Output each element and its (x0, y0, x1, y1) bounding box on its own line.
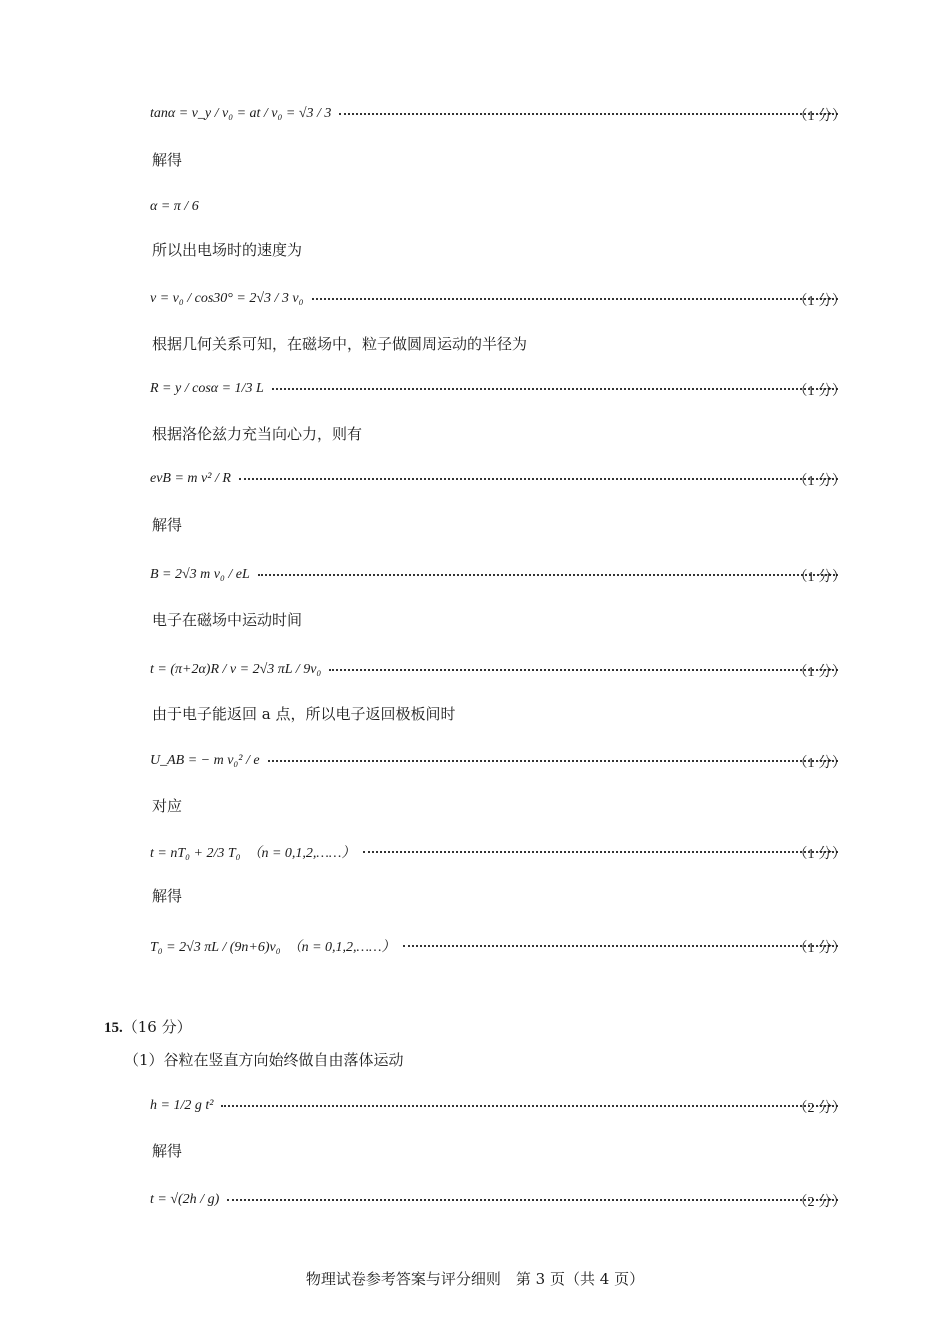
question-points: （16 分） (122, 1018, 192, 1036)
score-label: （1 分） (793, 941, 846, 956)
leader-dots (258, 574, 838, 576)
equation-row (150, 739, 846, 783)
score-label: （1 分） (793, 294, 846, 309)
question-heading (104, 1016, 192, 1037)
solution-text: 解得 (152, 1142, 183, 1160)
solution-text: 电子在磁场中运动时间 (152, 611, 303, 629)
score-label: （2 分） (793, 1195, 846, 1210)
equation-radius: R = y / cosα = 1/3 L (150, 381, 264, 396)
score-label: （1 分） (793, 570, 846, 585)
page-footer: 物理试卷参考答案与评分细则 第 3 页（共 4 页） (305, 1270, 645, 1288)
solution-text: 解得 (152, 887, 183, 905)
equation-magnetic-field: B = 2√3 m v₀ / eL (150, 567, 250, 582)
equation-row (150, 1084, 846, 1128)
score-label: （1 分） (793, 109, 846, 124)
equation-tan-alpha: tanα = v_y / v₀ = at / v₀ = √3 / 3 (150, 106, 332, 121)
leader-dots (268, 760, 838, 762)
equation-row (150, 1178, 846, 1222)
equation-row (150, 553, 846, 597)
part-heading: （1）谷粒在竖直方向始终做自由落体运动 (124, 1051, 404, 1069)
leader-dots (329, 669, 838, 671)
equation-time-in-field: t = (π+2α)R / v = 2√3 πL / 9v₀ (150, 662, 322, 677)
solution-text: 根据几何关系可知，在磁场中，粒子做圆周运动的半径为 (152, 335, 528, 353)
equation-free-fall: h = 1/2 g t² (150, 1098, 214, 1113)
leader-dots (227, 1199, 838, 1201)
equation-alpha: α = π / 6 (150, 199, 199, 214)
score-label: （1 分） (793, 665, 846, 680)
leader-dots (363, 851, 838, 853)
solution-text: 解得 (152, 516, 183, 534)
question-number: 15. (104, 1020, 123, 1036)
equation-period: T₀ = 2√3 πL / (9n+6)v₀ （n = 0,1,2,……） (150, 940, 396, 955)
equation-fall-time: t = √(2h / g) (150, 1192, 220, 1207)
solution-text: 根据洛伦兹力充当向心力，则有 (152, 425, 363, 443)
equation-row (150, 830, 846, 874)
leader-dots (339, 113, 838, 115)
equation-row (150, 92, 846, 136)
equation-row (150, 457, 846, 501)
score-label: （1 分） (793, 474, 846, 489)
leader-dots (272, 388, 838, 390)
equation-lorentz: evB = m v² / R (150, 471, 231, 486)
equation-row (150, 648, 846, 692)
score-label: （1 分） (793, 756, 846, 771)
score-label: （1 分） (793, 847, 846, 862)
equation-row (150, 924, 846, 968)
leader-dots (239, 478, 838, 480)
equation-row (150, 185, 846, 229)
equation-time-period: t = nT₀ + 2/3 T₀ （n = 0,1,2,……） (150, 846, 356, 861)
equation-velocity: v = v₀ / cos30° = 2√3 / 3 v₀ (150, 291, 304, 306)
score-label: （1 分） (793, 384, 846, 399)
solution-text: 解得 (152, 151, 183, 169)
equation-voltage: U_AB = − m v₀² / e (150, 753, 260, 768)
solution-text: 由于电子能返回 a 点，所以电子返回极板间时 (152, 705, 456, 723)
score-label: （2 分） (793, 1101, 846, 1116)
leader-dots (221, 1105, 838, 1107)
leader-dots (312, 298, 839, 300)
equation-row (150, 367, 846, 411)
solution-text: 对应 (152, 797, 183, 815)
equation-row (150, 277, 846, 321)
leader-dots (403, 945, 838, 947)
solution-text: 所以出电场时的速度为 (152, 241, 303, 259)
